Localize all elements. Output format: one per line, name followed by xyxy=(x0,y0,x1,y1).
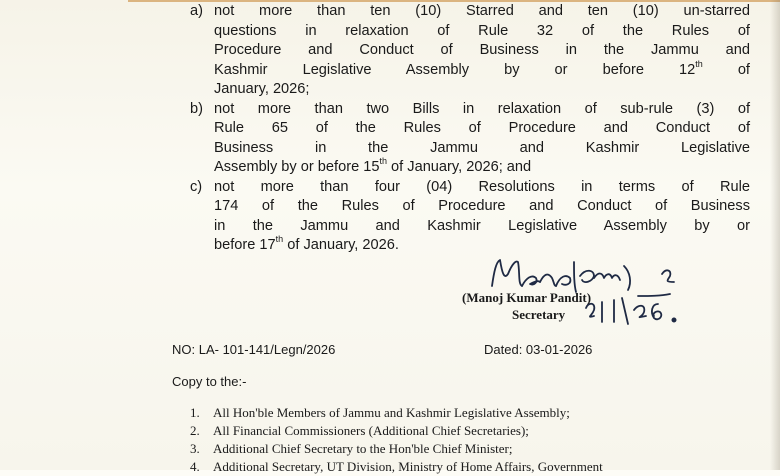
ordinal-suffix: th xyxy=(379,156,387,167)
recipient-number: 4. xyxy=(190,459,200,474)
item-text xyxy=(214,100,750,178)
copy-to-heading: Copy to the:- xyxy=(172,374,247,389)
item-line: 174 of the Rules of Procedure and Conduct of Business xyxy=(214,198,750,214)
item-label: a) xyxy=(190,3,203,19)
item-line-tail: of xyxy=(702,61,750,78)
item-text xyxy=(214,2,750,100)
item-line: Rule 65 of the Rules of Procedure and Conduct of xyxy=(214,120,750,136)
signatory-name: (Manoj Kumar Pandit) xyxy=(462,290,592,305)
item-line-tail: of January, 2026; and xyxy=(387,159,532,175)
reference-date: Dated: 03-01-2026 xyxy=(484,342,593,357)
list-item xyxy=(190,422,690,440)
recipient-number: 3. xyxy=(190,441,200,456)
list-item xyxy=(190,458,690,476)
item-line: in the Jammu and Kashmir Legislative Assembly by or xyxy=(214,217,750,234)
signatory-title: Secretary xyxy=(512,307,566,322)
item-line-text: Assembly by or before 15 xyxy=(214,159,380,175)
item-line: questions in relaxation of Rule 32 of the Rules of xyxy=(214,22,750,39)
list-item-c xyxy=(190,178,750,256)
item-line: not more than four (04) Resolutions in terms of Rule xyxy=(214,178,750,195)
item-line-text: Kashmir Legislative Assembly by or before 12 xyxy=(214,61,696,78)
reference-number: NO: LA- 101-141/Legn/2026 xyxy=(172,342,336,357)
copy-recipients-list xyxy=(190,404,690,476)
item-line-text: before 17 xyxy=(214,237,276,253)
item-line: not more than ten (10) Starred and ten (10) un-starred xyxy=(214,3,750,19)
item-label: c) xyxy=(190,178,203,195)
page-edge-shadow xyxy=(770,0,780,470)
recipient-text: Additional Secretary, UT Division, Ministry of Home Affairs, Government xyxy=(213,459,603,474)
item-text xyxy=(214,178,750,256)
recipient-text: Additional Chief Secretary to the Hon'ble Chief Minister; xyxy=(213,441,513,456)
ordinal-suffix: th xyxy=(695,58,703,69)
provisions-list xyxy=(190,2,750,256)
item-line xyxy=(214,158,750,178)
list-item-b xyxy=(190,100,750,178)
list-item-a xyxy=(190,2,750,100)
item-line-tail: of January, 2026. xyxy=(283,237,399,253)
item-line: not more than two Bills in relaxation of sub-rule (3) of xyxy=(214,100,750,117)
item-line: Business in the Jammu and Kashmir Legislative xyxy=(214,139,750,156)
list-item xyxy=(190,440,690,458)
item-line xyxy=(214,58,750,81)
recipient-number: 1. xyxy=(190,405,200,420)
ordinal-suffix: th xyxy=(275,234,284,245)
recipient-text: All Hon'ble Members of Jammu and Kashmir Legislative Assembly; xyxy=(213,405,570,420)
list-item xyxy=(190,404,690,422)
item-line: January, 2026; xyxy=(214,81,310,97)
item-line: Procedure and Conduct of Business in the Jammu and xyxy=(214,42,750,58)
recipient-text: All Financial Commissioners (Additional Chief Secretaries); xyxy=(213,423,529,438)
item-label: b) xyxy=(190,100,203,117)
recipient-number: 2. xyxy=(190,423,200,438)
